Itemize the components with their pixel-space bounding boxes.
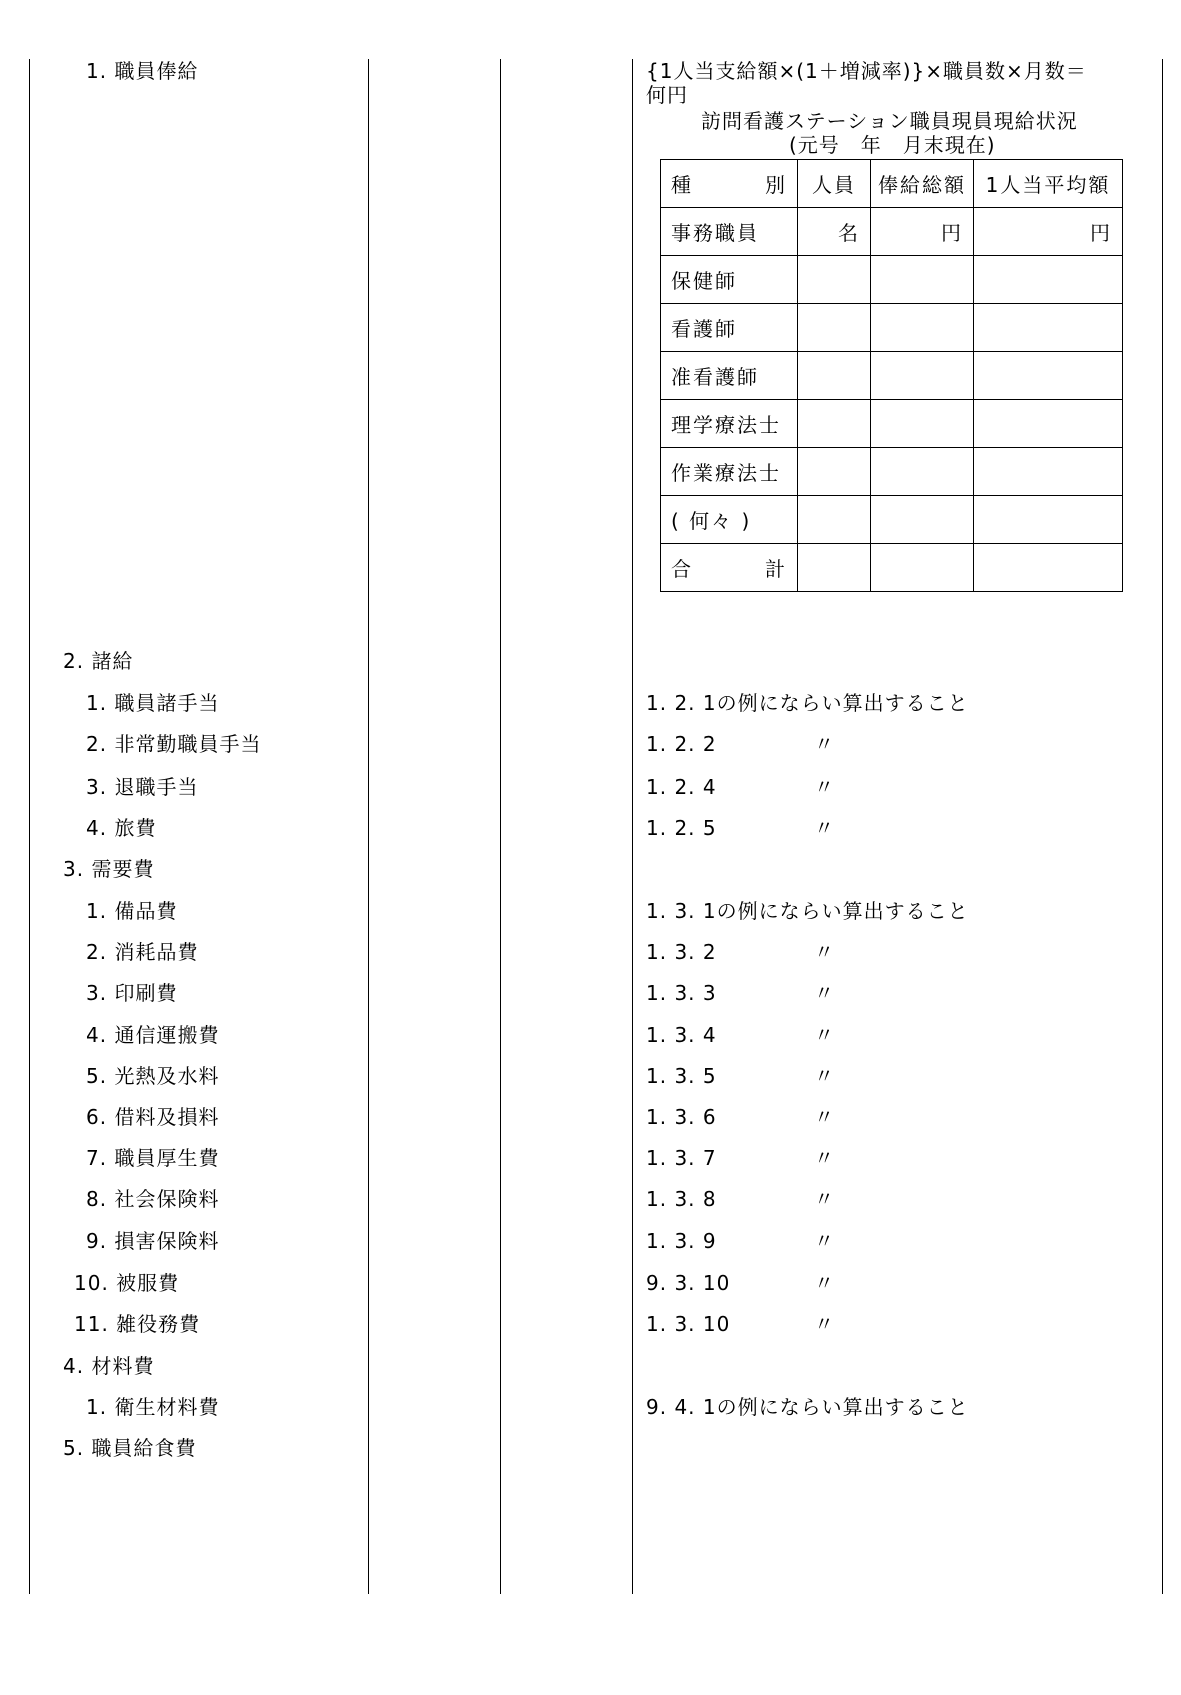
- list-item: 5. 光熱及水料: [86, 1064, 220, 1088]
- table-cell: [974, 496, 1123, 544]
- ditto-mark: 〃: [814, 1023, 835, 1047]
- list-item: 4. 旅費: [86, 816, 157, 840]
- count-unit: 名: [798, 208, 871, 256]
- note-ref: 1. 3. 9: [646, 1229, 717, 1253]
- ditto-mark: 〃: [814, 1187, 835, 1211]
- note-ref: 1. 3. 10: [646, 1312, 731, 1336]
- table-cell: [798, 496, 871, 544]
- header-staff: 人員: [798, 160, 871, 208]
- table-row: [661, 400, 1123, 448]
- note-ref: 1. 3. 3: [646, 981, 717, 1005]
- avg-unit: 円: [974, 208, 1123, 256]
- ditto-mark: 〃: [814, 1105, 835, 1129]
- row-label: 理学療法士: [661, 400, 798, 448]
- list-item: 2. 諸給: [63, 649, 134, 673]
- column-divider: [500, 59, 501, 1594]
- total-label-1: 合: [671, 557, 693, 581]
- note-ref: 1. 3. 6: [646, 1105, 717, 1129]
- list-item: 1. 備品費: [86, 899, 178, 923]
- list-item: 7. 職員厚生費: [86, 1146, 220, 1170]
- total-label-2: 計: [765, 557, 787, 581]
- list-item: 1. 職員諸手当: [86, 691, 220, 715]
- header-kind-1: 種: [671, 173, 693, 197]
- table-total-row: [661, 544, 1123, 592]
- table-cell: [974, 304, 1123, 352]
- ditto-mark: 〃: [814, 816, 835, 840]
- header-salary-total: 俸給総額: [871, 160, 974, 208]
- list-item: 11. 雑役務費: [74, 1312, 201, 1336]
- table-cell: [871, 256, 974, 304]
- table-title: 訪問看護ステーション職員現員現給状況: [701, 109, 1078, 133]
- header-kind-2: 別: [765, 173, 787, 197]
- list-item: 9. 損害保険料: [86, 1229, 220, 1253]
- note-ref: 1. 3. 2: [646, 940, 717, 964]
- list-item: 3. 印刷費: [86, 981, 178, 1005]
- list-item: 1. 職員俸給: [86, 59, 199, 83]
- row-label: 事務職員: [661, 208, 798, 256]
- column-divider: [29, 59, 30, 1594]
- table-subtitle: (元号 年 月末現在): [789, 133, 996, 157]
- note-ref: 1. 3. 5: [646, 1064, 717, 1088]
- row-label: 保健師: [661, 256, 798, 304]
- table-cell: [871, 448, 974, 496]
- table-row: [661, 304, 1123, 352]
- note-ref: 1. 2. 1の例にならい算出すること: [646, 691, 969, 715]
- list-item: 10. 被服費: [74, 1271, 180, 1295]
- column-divider: [632, 59, 633, 1594]
- table-row: [661, 496, 1123, 544]
- list-item: 2. 消耗品費: [86, 940, 199, 964]
- list-item: 6. 借料及損料: [86, 1105, 220, 1129]
- table-cell: [798, 256, 871, 304]
- table-cell: [798, 304, 871, 352]
- ditto-mark: 〃: [814, 1064, 835, 1088]
- list-item: 3. 需要費: [63, 857, 155, 881]
- note-ref: 1. 2. 4: [646, 775, 717, 799]
- table-cell: [871, 496, 974, 544]
- list-item: 1. 衛生材料費: [86, 1395, 220, 1419]
- note-ref: 9. 3. 10: [646, 1271, 731, 1295]
- formula-line-2: 何円: [646, 83, 688, 107]
- row-label: 作業療法士: [661, 448, 798, 496]
- list-item: 3. 退職手当: [86, 775, 199, 799]
- ditto-mark: 〃: [814, 732, 835, 756]
- note-ref: 1. 3. 7: [646, 1146, 717, 1170]
- table-row: [661, 256, 1123, 304]
- table-header-row: [661, 160, 1123, 208]
- ditto-mark: 〃: [814, 1312, 835, 1336]
- table-cell: [871, 352, 974, 400]
- table-cell: [798, 400, 871, 448]
- column-divider: [1162, 59, 1163, 1594]
- ditto-mark: 〃: [814, 1146, 835, 1170]
- ditto-mark: 〃: [814, 1271, 835, 1295]
- note-ref: 1. 3. 4: [646, 1023, 717, 1047]
- ditto-mark: 〃: [814, 775, 835, 799]
- table-cell: [974, 400, 1123, 448]
- row-label: 看護師: [661, 304, 798, 352]
- table-cell: [871, 304, 974, 352]
- table-cell: [871, 400, 974, 448]
- table-cell: [974, 352, 1123, 400]
- ditto-mark: 〃: [814, 940, 835, 964]
- row-label: 准看護師: [661, 352, 798, 400]
- column-divider: [368, 59, 369, 1594]
- total-unit: 円: [871, 208, 974, 256]
- staff-salary-table: [660, 159, 1123, 592]
- formula-line-1: {1人当支給額×(1＋増減率)}×職員数×月数＝: [646, 59, 1087, 83]
- table-cell: [974, 448, 1123, 496]
- table-row: [661, 208, 1123, 256]
- list-item: 8. 社会保険料: [86, 1187, 220, 1211]
- note-ref: 1. 2. 2: [646, 732, 717, 756]
- table-row: [661, 352, 1123, 400]
- list-item: 5. 職員給食費: [63, 1436, 197, 1460]
- row-label: ( 何々 ): [661, 496, 798, 544]
- note-ref: 1. 3. 1の例にならい算出すること: [646, 899, 969, 923]
- list-item: 4. 材料費: [63, 1354, 155, 1378]
- table-cell: [798, 352, 871, 400]
- note-ref: 1. 3. 8: [646, 1187, 717, 1211]
- ditto-mark: 〃: [814, 981, 835, 1005]
- table-cell: [798, 448, 871, 496]
- note-ref: 9. 4. 1の例にならい算出すること: [646, 1395, 969, 1419]
- header-average: 1人当平均額: [974, 160, 1123, 208]
- list-item: 2. 非常勤職員手当: [86, 732, 262, 756]
- table-cell: [974, 256, 1123, 304]
- list-item: 4. 通信運搬費: [86, 1023, 220, 1047]
- ditto-mark: 〃: [814, 1229, 835, 1253]
- table-row: [661, 448, 1123, 496]
- note-ref: 1. 2. 5: [646, 816, 717, 840]
